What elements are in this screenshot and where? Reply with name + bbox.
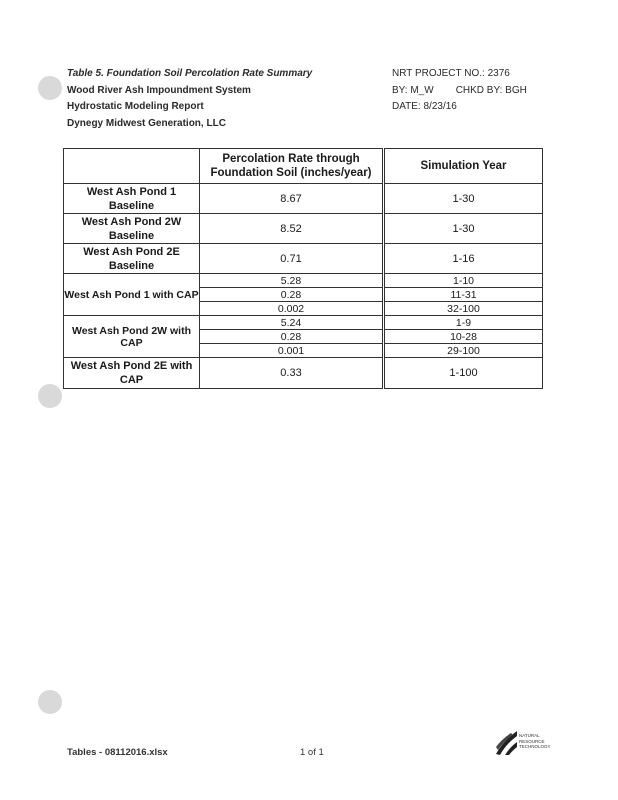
row-name: West Ash Pond 1 with CAP	[64, 274, 200, 316]
row-year: 1-30	[384, 214, 543, 244]
row-rate: 0.28	[200, 330, 384, 344]
row-name: West Ash Pond 2E with CAP	[64, 358, 200, 389]
footer-page-number: 1 of 1	[300, 747, 324, 758]
row-year: 1-30	[384, 184, 543, 214]
row-year: 11-31	[384, 288, 543, 302]
header-year: Simulation Year	[384, 149, 543, 184]
row-year: 1-10	[384, 274, 543, 288]
row-name: West Ash Pond 2W Baseline	[64, 214, 200, 244]
row-rate: 0.71	[200, 244, 384, 274]
row-rate: 0.001	[200, 344, 384, 358]
header-rate: Percolation Rate through Foundation Soil (inches/year)	[200, 149, 384, 184]
punch-hole-bottom	[38, 690, 62, 714]
row-year: 1-16	[384, 244, 543, 274]
row-rate: 5.24	[200, 316, 384, 330]
row-name: West Ash Pond 2E Baseline	[64, 244, 200, 274]
row-rate: 5.28	[200, 274, 384, 288]
row-year: 29-100	[384, 344, 543, 358]
report-name: Hydrostatic Modeling Report	[67, 101, 204, 112]
project-number: NRT PROJECT NO.: 2376	[392, 68, 510, 79]
row-rate: 0.002	[200, 302, 384, 316]
row-name: West Ash Pond 1 Baseline	[64, 184, 200, 214]
table-title: Table 5. Foundation Soil Percolation Rate Summary	[67, 68, 313, 79]
row-year: 10-28	[384, 330, 543, 344]
table-row	[64, 244, 543, 274]
date: DATE: 8/23/16	[392, 101, 457, 112]
row-year: 32-100	[384, 302, 543, 316]
header-left	[67, 66, 312, 132]
table-row	[64, 358, 543, 389]
row-rate: 8.67	[200, 184, 384, 214]
logo-line-3: TECHNOLOGY	[519, 744, 551, 749]
row-year: 1-9	[384, 316, 543, 330]
footer-filename: Tables - 08112016.xlsx	[67, 747, 168, 758]
row-name: West Ash Pond 2W with CAP	[64, 316, 200, 358]
percolation-table	[63, 148, 543, 389]
row-rate: 0.33	[200, 358, 384, 389]
logo-text	[519, 733, 551, 750]
punch-hole-top	[38, 76, 62, 100]
row-rate: 8.52	[200, 214, 384, 244]
header-right	[392, 66, 527, 116]
system-name: Wood River Ash Impoundment System	[67, 84, 251, 96]
row-rate: 0.28	[200, 288, 384, 302]
table-row	[64, 184, 543, 214]
table-row	[64, 316, 543, 330]
header-blank	[64, 149, 200, 184]
table-row	[64, 274, 543, 288]
checked-by: CHKD BY: BGH	[455, 84, 527, 96]
by-row	[392, 83, 527, 100]
prepared-by: BY: M_W	[392, 84, 434, 96]
table-header-row	[64, 149, 543, 184]
company-name: Dynegy Midwest Generation, LLC	[67, 117, 226, 129]
row-year: 1-100	[384, 358, 543, 389]
table-row	[64, 214, 543, 244]
logo-line-2: RESOURCE	[519, 738, 545, 744]
punch-hole-middle	[38, 384, 62, 408]
logo-line-1: NATURAL	[519, 733, 540, 738]
